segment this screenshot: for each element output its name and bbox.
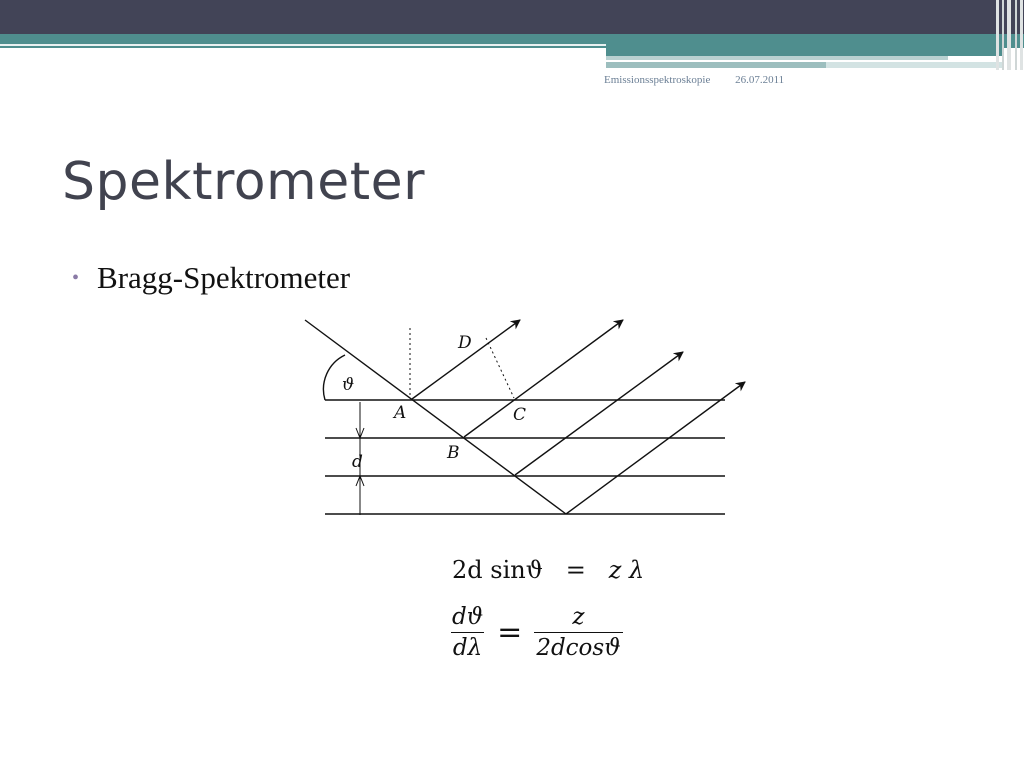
point-a-label: A [394, 403, 407, 423]
spacing-label: d [352, 452, 363, 472]
fraction-left-denominator: dλ [451, 632, 484, 661]
point-c-label: C [513, 405, 527, 425]
bragg-diagram [300, 310, 770, 530]
bragg-lhs: 2d sinϑ [452, 556, 543, 584]
slide-meta [604, 74, 784, 86]
fraction-left-numerator: dϑ [452, 604, 484, 630]
reflected-ray-4 [566, 382, 745, 514]
incident-ray [305, 320, 566, 514]
fraction-right [534, 604, 622, 661]
bullet-text: Bragg-Spektrometer [97, 260, 351, 295]
dispersion-equals: = [497, 615, 523, 650]
header-accent-line-3 [826, 62, 1002, 68]
bragg-equation [452, 556, 644, 584]
bragg-equals: = [565, 556, 586, 584]
header-side-stripes [994, 0, 1024, 70]
wavefront-line [486, 338, 514, 398]
bullet-dot-icon: • [72, 266, 80, 289]
point-b-label: B [447, 443, 460, 463]
presentation-title: Emissionsspektroskopie [604, 74, 711, 86]
bullet-item [72, 260, 350, 296]
slide-date: 26.07.2011 [735, 74, 785, 86]
header-divider-line [0, 44, 606, 46]
slide-title: Spektrometer [62, 152, 425, 212]
point-d-label: D [458, 333, 472, 353]
angle-label: ϑ [342, 375, 355, 395]
dispersion-equation [450, 604, 623, 661]
header-accent-line-1 [606, 56, 948, 60]
header-accent-bar [606, 48, 1002, 56]
header-accent-line-2 [606, 62, 826, 68]
reflected-ray-3 [515, 352, 683, 475]
reflected-ray-2 [464, 320, 623, 437]
fraction-right-numerator: z [572, 604, 585, 630]
fraction-right-denominator: 2dcosϑ [534, 632, 622, 661]
bragg-rhs: z λ [608, 556, 645, 584]
fraction-left [450, 604, 485, 661]
header-band-dark [0, 0, 1024, 34]
reflected-ray-1 [412, 320, 520, 399]
